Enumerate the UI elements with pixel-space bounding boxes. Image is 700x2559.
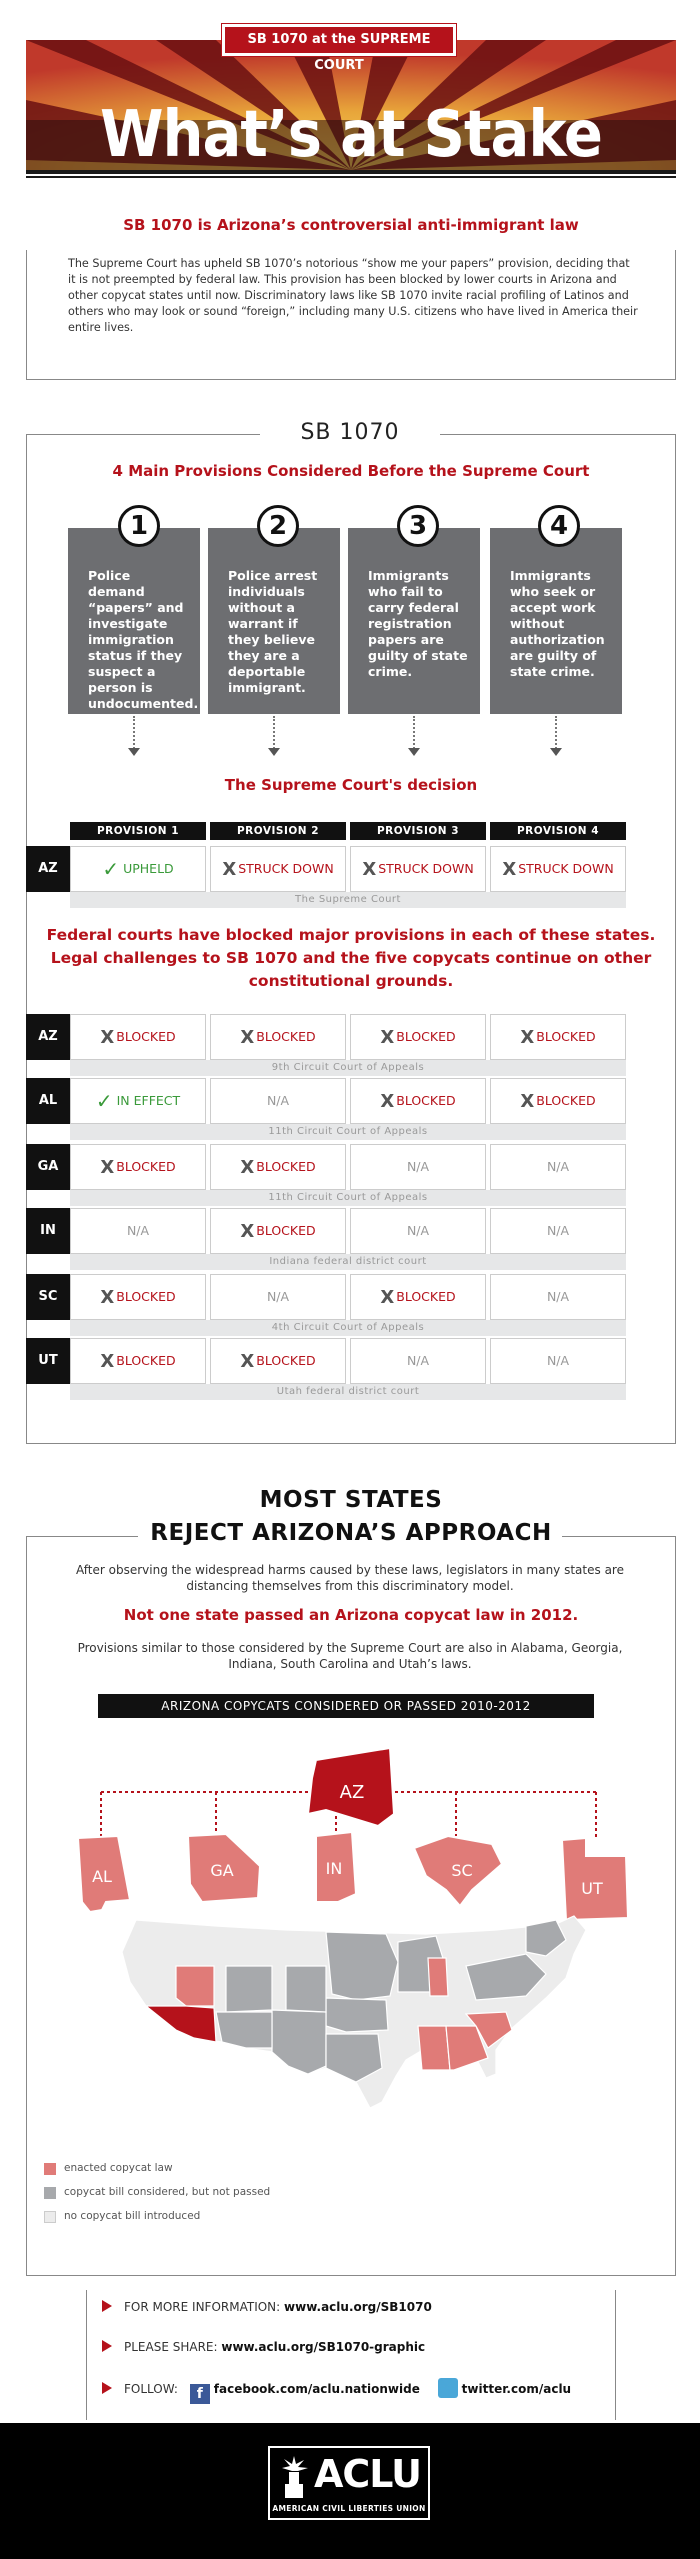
cell-status: N/A bbox=[126, 1223, 150, 1238]
table-cell bbox=[70, 1014, 206, 1060]
footer-follow-row bbox=[102, 2378, 571, 2404]
cell-status: STRUCK DOWN bbox=[518, 861, 614, 876]
check-icon: ✓ bbox=[102, 857, 120, 881]
x-icon: X bbox=[502, 859, 517, 880]
arrowhead-icon bbox=[128, 748, 140, 756]
triangle-bullet-icon bbox=[102, 2340, 112, 2352]
cell-status: BLOCKED bbox=[256, 1353, 316, 1368]
state-label-sc: SC bbox=[451, 1861, 473, 1880]
copycat-map bbox=[26, 1730, 676, 2150]
column-header: PROVISION 3 bbox=[350, 822, 486, 840]
cell-status: BLOCKED bbox=[396, 1093, 456, 1108]
federal-courts-heading: Federal courts have blocked major provisions in each of these states. Legal challenges to SB 1070 and the five copycats continue on other constitutional grounds. bbox=[46, 926, 656, 990]
cell-status: STRUCK DOWN bbox=[378, 861, 474, 876]
aclu-logo-name: ACLU bbox=[314, 2452, 422, 2496]
court-name: 11th Circuit Court of Appeals bbox=[70, 1190, 626, 1206]
facebook-link[interactable]: facebook.com/aclu.nationwide bbox=[213, 2382, 420, 2396]
table-cell bbox=[210, 1014, 346, 1060]
table-cell bbox=[490, 1208, 626, 1254]
table-cell bbox=[490, 1338, 626, 1384]
statue-of-liberty-icon bbox=[276, 2454, 312, 2500]
table-cell bbox=[70, 1078, 206, 1124]
cell-status: N/A bbox=[406, 1223, 430, 1238]
sb1070-subtitle: 4 Main Provisions Considered Before the Supreme Court bbox=[112, 462, 590, 480]
table-cell bbox=[70, 1274, 206, 1320]
share-label: PLEASE SHARE: bbox=[124, 2340, 218, 2354]
court-name: Utah federal district court bbox=[70, 1384, 626, 1400]
table-cell bbox=[70, 846, 206, 892]
x-icon: X bbox=[240, 1221, 255, 1242]
legend-swatch-enacted bbox=[44, 2163, 56, 2175]
cell-status: BLOCKED bbox=[116, 1159, 176, 1174]
check-icon: ✓ bbox=[95, 1089, 113, 1113]
table-cell bbox=[210, 1078, 346, 1124]
x-icon: X bbox=[100, 1287, 115, 1308]
cell-status: N/A bbox=[546, 1353, 570, 1368]
state-label-ga: GA bbox=[210, 1861, 234, 1880]
most-states-text-2: Provisions similar to those considered by the Supreme Court are also in Alabama, Georgia, Indiana, South Carolina and Utah’s laws. bbox=[77, 1641, 623, 1671]
info-label: FOR MORE INFORMATION: bbox=[124, 2300, 281, 2314]
copycats-bar: ARIZONA COPYCATS CONSIDERED OR PASSED 2010-2012 bbox=[98, 1694, 594, 1718]
provision-3-number: 3 bbox=[397, 505, 439, 547]
cell-status: IN EFFECT bbox=[116, 1093, 181, 1108]
table-cell bbox=[350, 1208, 486, 1254]
cell-status: N/A bbox=[406, 1353, 430, 1368]
table-cell bbox=[350, 846, 486, 892]
table-cell bbox=[210, 846, 346, 892]
triangle-bullet-icon bbox=[102, 2382, 112, 2394]
most-states-title-line1: MOST STATES bbox=[259, 1487, 443, 1513]
down-arrow bbox=[273, 716, 275, 752]
state-label-al: AL bbox=[92, 1867, 112, 1886]
court-name: 9th Circuit Court of Appeals bbox=[70, 1060, 626, 1076]
cell-status: N/A bbox=[546, 1159, 570, 1174]
state-label-in: IN bbox=[325, 1859, 343, 1878]
facebook-icon[interactable]: f bbox=[190, 2384, 210, 2404]
table-cell bbox=[490, 1274, 626, 1320]
table-cell bbox=[350, 1144, 486, 1190]
legend-swatch-considered bbox=[44, 2187, 56, 2199]
x-icon: X bbox=[100, 1027, 115, 1048]
legend-swatch-none bbox=[44, 2211, 56, 2223]
provision-4-card: Immigrants who seek or accept work without authorization are guilty of state crime. bbox=[490, 528, 622, 714]
table-cell bbox=[210, 1144, 346, 1190]
column-header: PROVISION 4 bbox=[490, 822, 626, 840]
state-label: SC bbox=[26, 1274, 70, 1320]
table-cell bbox=[490, 846, 626, 892]
divider bbox=[26, 176, 676, 178]
twitter-link[interactable]: twitter.com/aclu bbox=[461, 2382, 572, 2396]
column-header: PROVISION 2 bbox=[210, 822, 346, 840]
cell-status: BLOCKED bbox=[256, 1159, 316, 1174]
footer-info-row bbox=[102, 2300, 432, 2314]
x-icon: X bbox=[380, 1027, 395, 1048]
aclu-logo[interactable] bbox=[268, 2446, 430, 2520]
provision-4-number: 4 bbox=[538, 505, 580, 547]
legend-label: enacted copycat law bbox=[64, 2162, 173, 2174]
most-states-title-line2: REJECT ARIZONA’S APPROACH bbox=[150, 1520, 552, 1546]
cell-status: BLOCKED bbox=[116, 1289, 176, 1304]
intro-heading: SB 1070 is Arizona’s controversial anti-immigrant law bbox=[123, 216, 579, 234]
table-cell bbox=[350, 1338, 486, 1384]
table-cell bbox=[350, 1014, 486, 1060]
x-icon: X bbox=[380, 1091, 395, 1112]
state-label: IN bbox=[26, 1208, 70, 1254]
twitter-icon[interactable] bbox=[438, 2378, 458, 2398]
cell-status: UPHELD bbox=[123, 861, 174, 876]
table-cell bbox=[210, 1274, 346, 1320]
x-icon: X bbox=[222, 859, 237, 880]
state-label: AL bbox=[26, 1078, 70, 1124]
share-link[interactable]: www.aclu.org/SB1070-graphic bbox=[221, 2340, 426, 2354]
follow-label: FOLLOW: bbox=[124, 2382, 178, 2396]
triangle-bullet-icon bbox=[102, 2300, 112, 2312]
x-icon: X bbox=[520, 1027, 535, 1048]
cell-status: N/A bbox=[266, 1289, 290, 1304]
down-arrow bbox=[133, 716, 135, 752]
divider bbox=[562, 1536, 676, 1537]
state-label: AZ bbox=[26, 1014, 70, 1060]
provision-1-card: Police demand “papers” and investigate immigration status if they suspect a person is undocumented. bbox=[68, 528, 200, 714]
x-icon: X bbox=[240, 1351, 255, 1372]
x-icon: X bbox=[240, 1027, 255, 1048]
table-cell bbox=[490, 1014, 626, 1060]
cell-status: BLOCKED bbox=[536, 1093, 596, 1108]
arrowhead-icon bbox=[408, 748, 420, 756]
cell-status: STRUCK DOWN bbox=[238, 861, 334, 876]
x-icon: X bbox=[380, 1287, 395, 1308]
state-label: GA bbox=[26, 1144, 70, 1190]
provision-2-number: 2 bbox=[257, 505, 299, 547]
cell-status: N/A bbox=[546, 1289, 570, 1304]
arrowhead-icon bbox=[550, 748, 562, 756]
x-icon: X bbox=[362, 859, 377, 880]
aclu-logo-full: AMERICAN CIVIL LIBERTIES UNION bbox=[272, 2504, 426, 2513]
table-cell bbox=[490, 1144, 626, 1190]
cell-status: BLOCKED bbox=[256, 1223, 316, 1238]
us-map bbox=[122, 1916, 586, 2108]
x-icon: X bbox=[100, 1157, 115, 1178]
table-cell bbox=[490, 1078, 626, 1124]
table-cell bbox=[210, 1208, 346, 1254]
cell-status: N/A bbox=[406, 1159, 430, 1174]
header-badge: SB 1070 at the SUPREME COURT bbox=[222, 24, 456, 56]
court-name: Indiana federal district court bbox=[70, 1254, 626, 1270]
provision-1-number: 1 bbox=[118, 505, 160, 547]
provision-2-card: Police arrest individuals without a warrant if they believe they are a deportable immigrant. bbox=[208, 528, 340, 714]
most-states-highlight: Not one state passed an Arizona copycat law in 2012. bbox=[123, 1606, 579, 1624]
cell-status: BLOCKED bbox=[256, 1029, 316, 1044]
down-arrow bbox=[555, 716, 557, 752]
cell-status: BLOCKED bbox=[396, 1029, 456, 1044]
cell-status: BLOCKED bbox=[116, 1029, 176, 1044]
state-label: UT bbox=[26, 1338, 70, 1384]
state-label-az: AZ bbox=[339, 1782, 365, 1803]
table-cell bbox=[350, 1078, 486, 1124]
cell-status: BLOCKED bbox=[116, 1353, 176, 1368]
x-icon: X bbox=[100, 1351, 115, 1372]
table-cell bbox=[350, 1274, 486, 1320]
table-cell bbox=[70, 1338, 206, 1384]
column-header: PROVISION 1 bbox=[70, 822, 206, 840]
x-icon: X bbox=[240, 1157, 255, 1178]
page-title: What’s at Stake bbox=[100, 98, 602, 172]
divider bbox=[26, 1536, 138, 1537]
table-cell bbox=[210, 1338, 346, 1384]
decision-heading: The Supreme Court's decision bbox=[224, 776, 478, 794]
cell-status: BLOCKED bbox=[396, 1289, 456, 1304]
arrowhead-icon bbox=[268, 748, 280, 756]
down-arrow bbox=[413, 716, 415, 752]
provision-3-card: Immigrants who fail to carry federal registration papers are guilty of state crime. bbox=[348, 528, 480, 714]
court-name: 4th Circuit Court of Appeals bbox=[70, 1320, 626, 1336]
legend-label: no copycat bill introduced bbox=[64, 2210, 201, 2222]
info-link[interactable]: www.aclu.org/SB1070 bbox=[284, 2300, 432, 2314]
footer-share-row bbox=[102, 2340, 425, 2354]
table-cell bbox=[70, 1208, 206, 1254]
cell-status: BLOCKED bbox=[536, 1029, 596, 1044]
state-label: AZ bbox=[26, 846, 70, 892]
table-cell bbox=[70, 1144, 206, 1190]
cell-status: N/A bbox=[546, 1223, 570, 1238]
intro-text: The Supreme Court has upheld SB 1070’s notorious “show me your papers” provision, deciding that it is not preempted by federal law. This provision has been blocked by lower courts in Arizona and other copycat states until now. Discriminatory laws like SB 1070 invite racial profiling of Latinos and others who may look or sound “foreign,” including many U.S. citizens who have lived in America their entire lives. bbox=[68, 257, 638, 334]
cell-status: N/A bbox=[266, 1093, 290, 1108]
state-label-ut: UT bbox=[581, 1879, 603, 1898]
court-name: 11th Circuit Court of Appeals bbox=[70, 1124, 626, 1140]
court-name: The Supreme Court bbox=[70, 892, 626, 908]
most-states-text: After observing the widespread harms caused by these laws, legislators in many states are distancing themselves from this discriminatory model. bbox=[76, 1563, 624, 1593]
x-icon: X bbox=[520, 1091, 535, 1112]
legend-label: copycat bill considered, but not passed bbox=[64, 2186, 271, 2198]
sb1070-title: SB 1070 bbox=[260, 420, 440, 445]
